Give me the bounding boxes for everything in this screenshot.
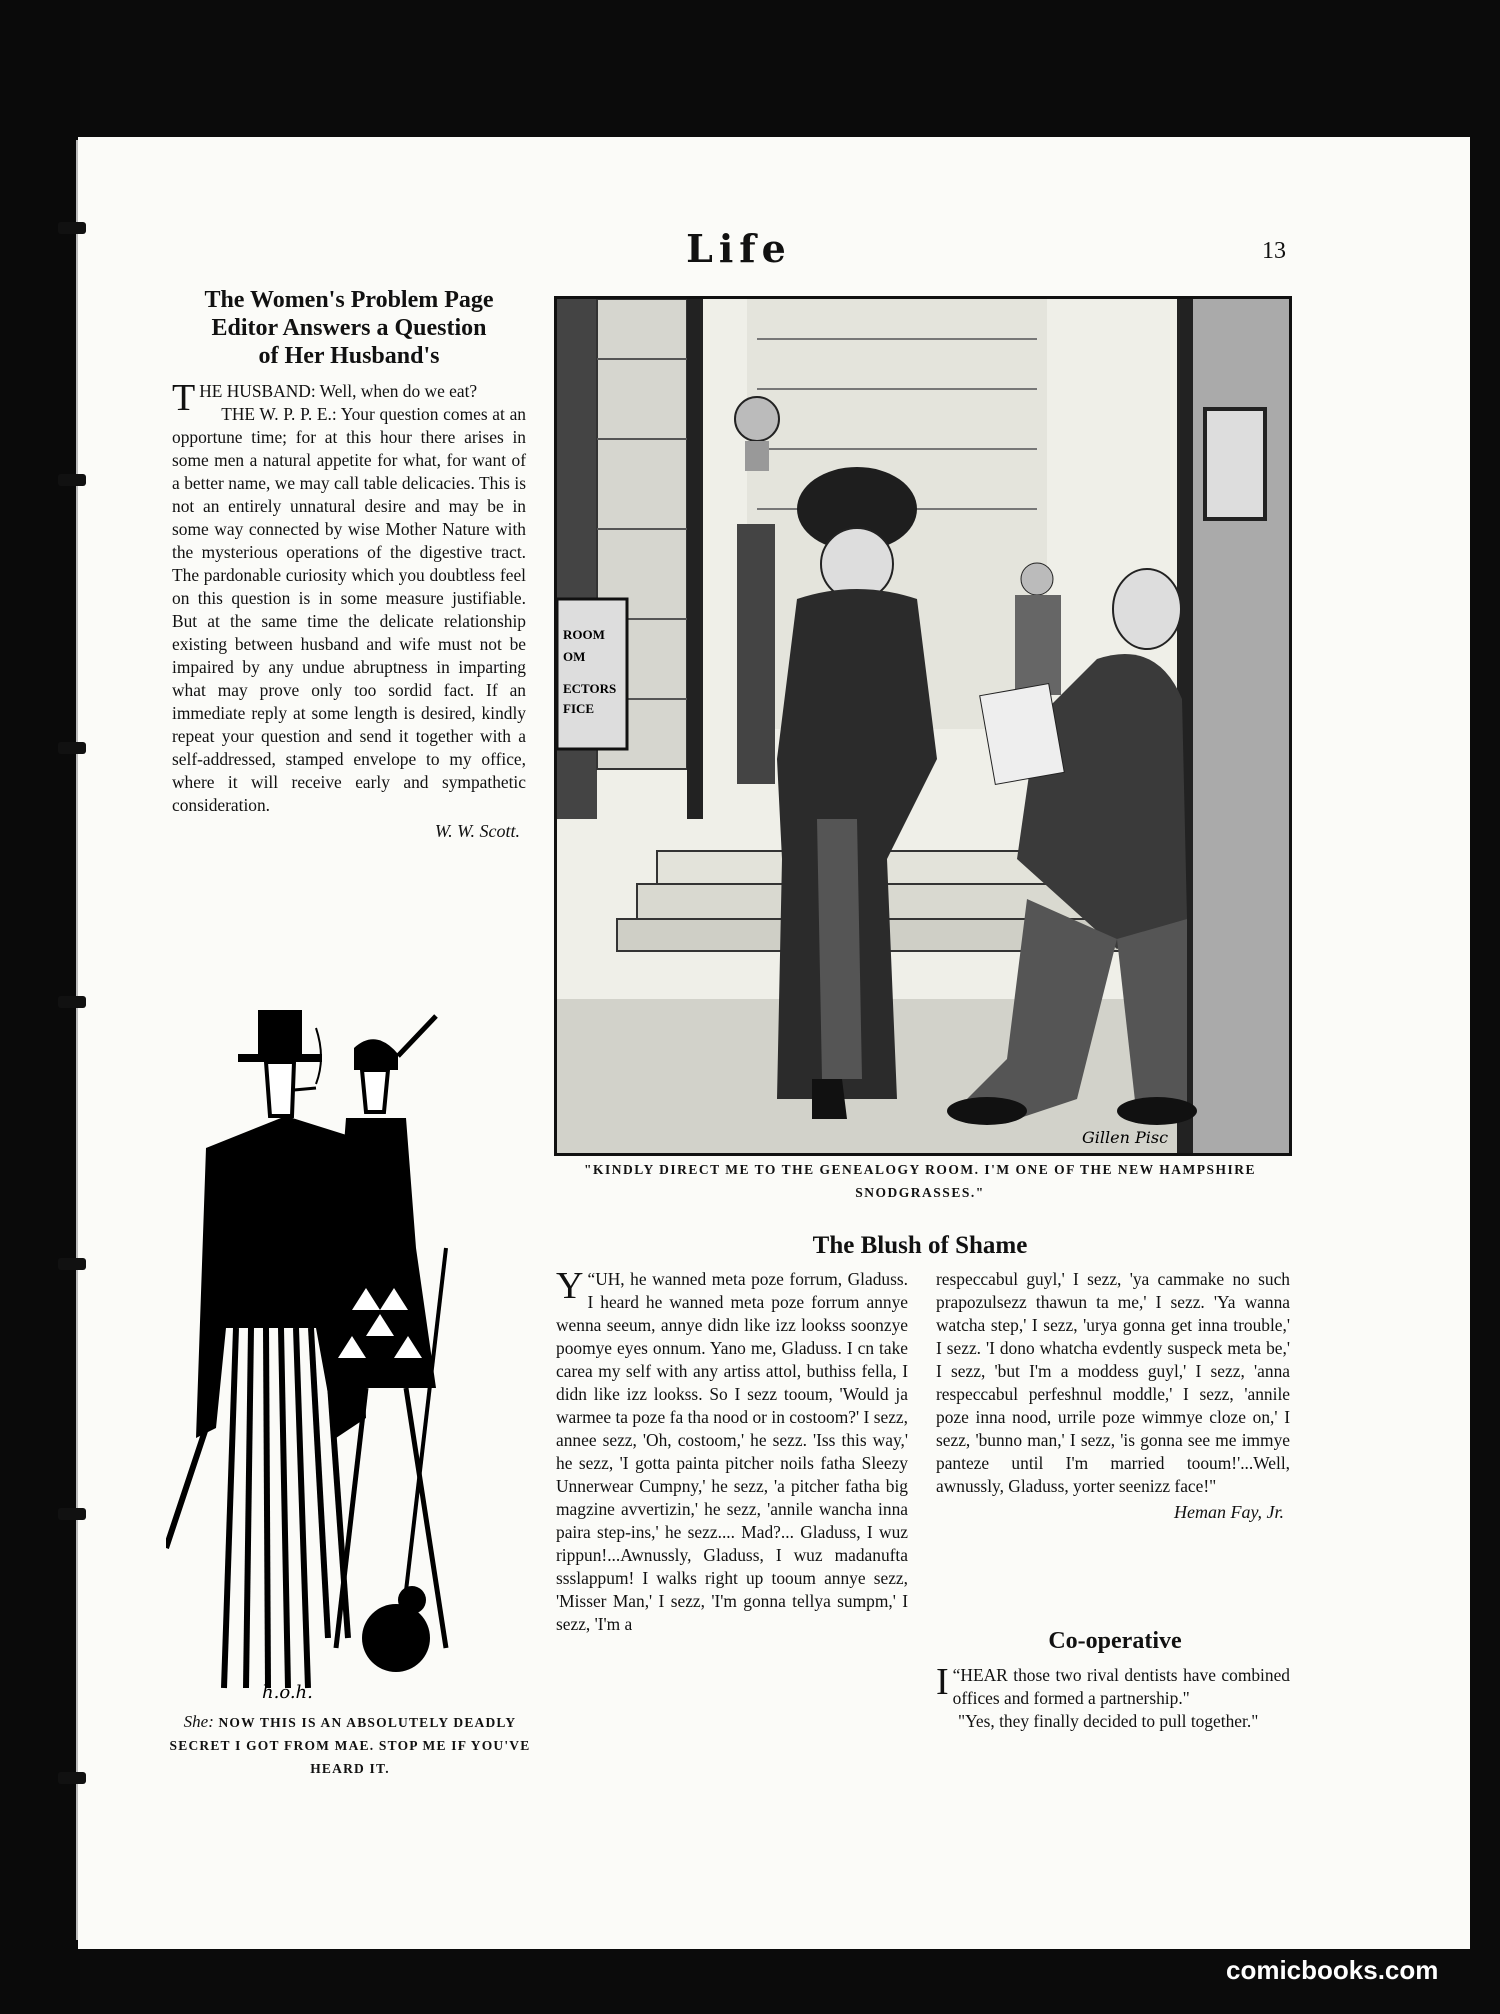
- binding-stitch: [58, 1508, 86, 1520]
- editor-answer: THE W. P. P. E.: Your question comes at an opportune time; for at this hour there arises in some men a natural appetite for what, for want of a better name, we may call table delicacies. This is not an entirely unnatural desire and may be in some way connected by wise Mother Nature with the mysterious operations of the digestive tract. The pardonable curiosity which you doubtless feel on this question is in some measure justifiable. But at the same time the delicate relationship existing between husband and wife must not be impaired by any undue abruptness in imparting what may prove only too sordid fact. If an immediate reply at some length is desired, kindly repeat your question and send it together with a self-addressed, stamped envelope to my office, where it will receive early and sympathetic consideration.: [172, 404, 526, 815]
- page-number: 13: [1262, 238, 1286, 264]
- binding-stitch: [58, 474, 86, 486]
- cartoon-caption: "KINDLY DIRECT ME TO THE GENEALOGY ROOM. I'M ONE OF THE NEW HAMPSHIRE SNODGRASSES.": [584, 1162, 1256, 1200]
- binding-stitch: [58, 222, 86, 234]
- blush-title: The Blush of Shame: [812, 1232, 1028, 1259]
- drop-cap: T: [172, 377, 196, 419]
- coop-text-2: "Yes, they finally decided to pull together.": [958, 1711, 1259, 1731]
- sign-text: ECTORS: [563, 681, 617, 696]
- husband-question: [172, 377, 526, 419]
- article-title: [172, 286, 526, 370]
- sign-text: OM: [563, 649, 586, 664]
- binding-stitch: [58, 742, 86, 754]
- watermark: comicbooks.com: [1226, 1955, 1439, 1985]
- couple-illustration: [166, 998, 536, 1708]
- couple-caption: [166, 1710, 534, 1780]
- blush-column-1: [556, 1265, 908, 1636]
- drop-cap: Y: [556, 1265, 584, 1307]
- women-problem-article: [172, 286, 526, 842]
- sign-text: FICE: [563, 701, 595, 716]
- open-quote: “: [952, 1665, 961, 1685]
- coop-text-1: HEAR those two rival dentists have combined offices and formed a partnership.": [952, 1665, 1290, 1708]
- blush-text-1: UH, he wanned meta poze forrum, Gladuss. I heard he wanned meta poze forrum annye wenna seeum, annye didn like izz lookss soonzye poomye eyes onnum. Yano me, Gladuss. I cn take carea my self with any artiss attol, buthiss fella, I didn like izz lookss. So I sezz tooum, 'Would ja warmee ta poze fa tha nood or in costoom?' I sezz, annee sezz, 'Oh, costoom,' he sezz. 'Iss this way,' he sezz, 'I gotta painta pitcher noils fatha Sleezy Unnerwear Cumpny,' he sezz, 'a pitcher fatha big magzine avvertizin,' he sezz, 'annile wancha inna paira step-ins,' he sezz.... Mad?... Gladuss, I wuz rippun!...Awnussly, Gladuss, I wuz madanufta ssslappum! I walks right up tooum annye sezz, 'Misser Man,' I sezz, 'I'm gonna tellya sumpm,' I sezz, 'I'm a: [556, 1269, 908, 1634]
- caption-text: NOW THIS IS AN ABSOLUTELY DEADLY SECRET I GOT FROM MAE. STOP ME IF YOU'VE HEARD IT.: [169, 1715, 531, 1776]
- cartoon-illustration: [557, 299, 1289, 1153]
- page-binding: [68, 140, 78, 1940]
- blush-column-2: [936, 1268, 1290, 1523]
- blush-text-2: respeccabul guyl,' I sezz, 'ya cammake no such prapozulsezz thawun ta me,' I sezz. 'Ya wanna watcha step,' I sezz, 'urya gonna get inna trouble,' I sezz. 'I dono whatcha evdently suspeck meta be,' I sezz, 'but I'm a moddess guyl,' I sezz, 'anna respeccabul perfeshnul moddle,' I sezz, 'annile poze inna nood, urrile poze wimmye cloze on,' I sezz, 'bunno man,' I sezz, 'is gonna see me immye panteze until I'm married tooum!'...Well, awnussly, Gladuss, yorter seenizz face!": [936, 1269, 1290, 1496]
- coop-title: Co-operative: [1048, 1628, 1182, 1654]
- binding-stitch: [58, 1258, 86, 1270]
- coop-para-1: [936, 1661, 1290, 1710]
- question-text: HE HUSBAND: Well, when do we eat?: [199, 381, 478, 401]
- author-signature: W. W. Scott.: [434, 821, 520, 841]
- author-signature: Heman Fay, Jr.: [1174, 1502, 1284, 1522]
- drop-cap: I: [936, 1661, 949, 1703]
- caption-speaker: She:: [183, 1712, 214, 1731]
- coop-article: [936, 1661, 1290, 1733]
- masthead: Life: [686, 226, 792, 271]
- title-line: The Women's Problem Page: [204, 287, 494, 313]
- couple-cartoon: [166, 998, 536, 1708]
- title-line: Editor Answers a Question: [211, 315, 487, 341]
- open-quote: “: [587, 1269, 596, 1289]
- sign-text: ROOM: [563, 627, 605, 642]
- artist-signature: Gillen Pisc: [1082, 1128, 1169, 1147]
- binding-stitch: [58, 1772, 86, 1784]
- artist-signature: h.o.h.: [262, 1682, 313, 1703]
- title-line: of Her Husband's: [258, 343, 440, 369]
- genealogy-cartoon: [554, 296, 1292, 1156]
- binding-stitch: [58, 996, 86, 1008]
